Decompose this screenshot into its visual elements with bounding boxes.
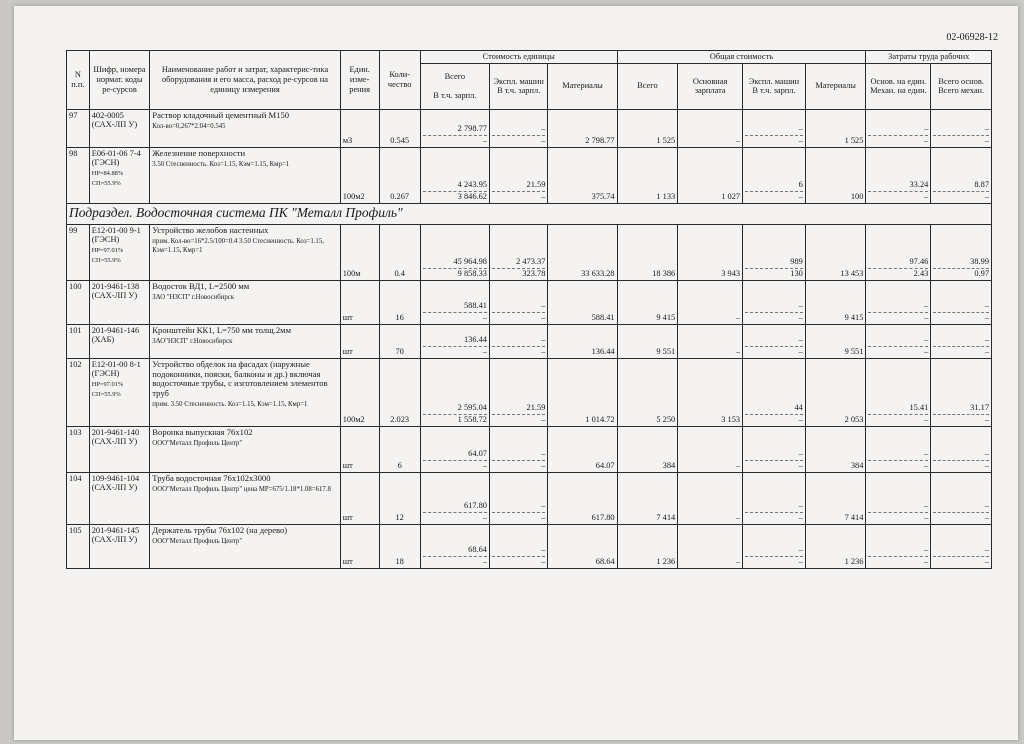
cell-n: 99 [67, 224, 90, 280]
cell-qty: 12 [379, 472, 420, 524]
cell-tc-mach: 6 – [743, 147, 806, 203]
cell-qty: 18 [379, 524, 420, 568]
cell-lab-unit: 97.46 2.43 [866, 224, 931, 280]
cell-uc-mat: 64.07 [548, 426, 617, 472]
cell-lab-total: – – [931, 472, 992, 524]
cell-n: 97 [67, 109, 90, 147]
cell-tc-wage: – [678, 324, 743, 358]
cell-uc-total: 617.80 – [420, 472, 489, 524]
cell-unit: 100м2 [340, 358, 379, 426]
table-row [67, 524, 992, 568]
table-header [67, 51, 992, 110]
cell-tc-mach: – – [743, 280, 806, 324]
cell-tc-wage: 1 027 [678, 147, 743, 203]
cell-tc-wage: – [678, 109, 743, 147]
cell-tc-total: 18 386 [617, 224, 678, 280]
cell-lab-total: 8.87 – [931, 147, 992, 203]
cell-tc-total: 9 551 [617, 324, 678, 358]
cell-uc-mach: 2 473.37 323.78 [489, 224, 547, 280]
cell-unit: шт [340, 324, 379, 358]
estimate-table [66, 50, 992, 569]
cell-code: 109-9461-104 (САХ-ЛП У) [89, 472, 150, 524]
cell-unit: шт [340, 280, 379, 324]
cell-uc-mat: 33 633.28 [548, 224, 617, 280]
cell-lab-unit: – – [866, 524, 931, 568]
cell-tc-mach: – – [743, 109, 806, 147]
cell-name: Железнение поверхности 3.50 Стесненность. Коз=1.15, Кэм=1.15, Кмр=1 [150, 147, 340, 203]
cell-unit: 100м2 [340, 147, 379, 203]
table-row [67, 280, 992, 324]
cell-lab-unit: – – [866, 324, 931, 358]
cell-uc-mat: 136.44 [548, 324, 617, 358]
table-row [67, 472, 992, 524]
cell-unit: м3 [340, 109, 379, 147]
header-tc-mach: Экспл. машин В т.ч. зарпл. [743, 63, 806, 109]
cell-tc-wage: 3 153 [678, 358, 743, 426]
table-row [67, 324, 992, 358]
cell-name: Воронка выпускная 76х102 ООО"Металл Профиль Центр" [150, 426, 340, 472]
document-number: 02-06928-12 [946, 32, 998, 43]
cell-tc-wage: – [678, 472, 743, 524]
header-name: Наименование работ и затрат, характерис-тика оборудования и его масса, расход ре-сурсов на единицу измерения [150, 51, 340, 110]
cell-lab-unit: 15.41 – [866, 358, 931, 426]
cell-tc-mat: 9 551 [805, 324, 866, 358]
cell-lab-unit: – – [866, 280, 931, 324]
cell-n: 103 [67, 426, 90, 472]
cell-n: 104 [67, 472, 90, 524]
cell-tc-total: 7 414 [617, 472, 678, 524]
table-row [67, 358, 992, 426]
cell-n: 105 [67, 524, 90, 568]
cell-qty: 2.023 [379, 358, 420, 426]
table-row [67, 109, 992, 147]
cell-tc-wage: – [678, 524, 743, 568]
header-tc-mat: Материалы [805, 63, 866, 109]
cell-lab-unit: – – [866, 109, 931, 147]
cell-n: 101 [67, 324, 90, 358]
cell-tc-total: 1 133 [617, 147, 678, 203]
cell-qty: 16 [379, 280, 420, 324]
header-uc-mach: Экспл. машин В т.ч. зарпл. [489, 63, 547, 109]
cell-uc-mat: 588.41 [548, 280, 617, 324]
cell-qty: 0.4 [379, 224, 420, 280]
cell-uc-total: 45 964.98 9 858.33 [420, 224, 489, 280]
cell-tc-mat: 13 453 [805, 224, 866, 280]
cell-code: 201-9461-140 (САХ-ЛП У) [89, 426, 150, 472]
header-tc-wage: Основная зарплата [678, 63, 743, 109]
cell-tc-total: 1 236 [617, 524, 678, 568]
cell-uc-total: 2 595.04 1 558.72 [420, 358, 489, 426]
header-total-cost: Общая стоимость [617, 51, 866, 64]
table-row [67, 147, 992, 203]
cell-lab-total: – – [931, 280, 992, 324]
cell-tc-mach: 44 – [743, 358, 806, 426]
cell-tc-mach: – – [743, 426, 806, 472]
cell-name: Устройство желобов настенных прим. Кол-во=16*2.5/100=0.4 3.50 Стесненность. Коз=1.15, Кэм=1.15, Кмр=1 [150, 224, 340, 280]
cell-uc-total: 2 798.77 – [420, 109, 489, 147]
table-body [67, 109, 992, 568]
table-row [67, 426, 992, 472]
header-labor: Затраты труда рабочих [866, 51, 992, 64]
cell-code: 201-9461-145 (САХ-ЛП У) [89, 524, 150, 568]
cell-name: Устройство обделок на фасадах (наружные подоконники, пояски, балконы и др.) включая водосточные трубы, с изготовлением элементов труб прим. 3.50 Стесненность. Коз=1.15, Кэм=1.15, Кмр=1 [150, 358, 340, 426]
header-code: Шифр, номера нормат. коды ре-сурсов [89, 51, 150, 110]
cell-uc-total: 136.44 – [420, 324, 489, 358]
cell-name: Раствор кладочный цементный М150 Кол-во=0,267*2.04=0.545 [150, 109, 340, 147]
cell-tc-total: 1 525 [617, 109, 678, 147]
cell-tc-mat: 7 414 [805, 472, 866, 524]
cell-uc-mach: – – [489, 524, 547, 568]
cell-code: 402-0005 (САХ-ЛП У) [89, 109, 150, 147]
cell-unit: шт [340, 472, 379, 524]
cell-name: Держатель трубы 76х102 (на дерево) ООО"Металл Профиль Центр" [150, 524, 340, 568]
cell-uc-mach: – – [489, 472, 547, 524]
cell-qty: 6 [379, 426, 420, 472]
cell-lab-total: 31.17 – [931, 358, 992, 426]
cell-uc-mach: 21.59 – [489, 147, 547, 203]
cell-name: Водосток ВД1, L=2500 мм ЗАО "НЗСП" г.Новосибирск [150, 280, 340, 324]
cell-name: Труба водосточная 76х102х3000 ООО"Металл Профиль Центр" цена МР=675/1.18*1.08=617.8 [150, 472, 340, 524]
cell-code: Е12-01-00 8-1 (ГЭСН) НР=97.01% СП=55.9% [89, 358, 150, 426]
cell-tc-total: 384 [617, 426, 678, 472]
header-uc-total: Всего В т.ч. зарпл. [420, 63, 489, 109]
cell-uc-mach: – – [489, 280, 547, 324]
cell-n: 98 [67, 147, 90, 203]
header-qty: Коли-чество [379, 51, 420, 110]
cell-uc-total: 4 243.95 3 846.62 [420, 147, 489, 203]
cell-tc-mat: 9 415 [805, 280, 866, 324]
header-unit: Един. изме-рения [340, 51, 379, 110]
cell-lab-unit: – – [866, 472, 931, 524]
cell-unit: 100м [340, 224, 379, 280]
cell-lab-total: – – [931, 426, 992, 472]
cell-lab-unit: 33.24 – [866, 147, 931, 203]
cell-uc-mach: – – [489, 324, 547, 358]
cell-tc-mat: 2 053 [805, 358, 866, 426]
cell-tc-mat: 100 [805, 147, 866, 203]
cell-uc-mat: 1 014.72 [548, 358, 617, 426]
cell-n: 100 [67, 280, 90, 324]
cell-lab-total: – – [931, 324, 992, 358]
cell-name: Кронштейн КК1, L=750 мм толщ.2мм ЗАО"НЗСП" г.Новосибирск [150, 324, 340, 358]
cell-uc-total: 588.41 – [420, 280, 489, 324]
cell-uc-mat: 2 798.77 [548, 109, 617, 147]
cell-tc-total: 9 415 [617, 280, 678, 324]
cell-uc-total: 68.64 – [420, 524, 489, 568]
header-unit-cost: Стоимость единицы [420, 51, 617, 64]
cell-tc-wage: – [678, 426, 743, 472]
cell-lab-total: – – [931, 524, 992, 568]
cell-unit: шт [340, 524, 379, 568]
cell-qty: 0.545 [379, 109, 420, 147]
cell-uc-mach: – – [489, 426, 547, 472]
cell-qty: 70 [379, 324, 420, 358]
header-n: N п.п. [67, 51, 90, 110]
cell-tc-wage: 3 943 [678, 224, 743, 280]
cell-uc-total: 64.07 – [420, 426, 489, 472]
cell-code: Е12-01-00 9-1 (ГЭСН) НР=97.01% СП=55.9% [89, 224, 150, 280]
cell-tc-wage: – [678, 280, 743, 324]
cell-tc-mach: – – [743, 524, 806, 568]
cell-tc-mach: 989 130 [743, 224, 806, 280]
cell-uc-mach: 21.59 – [489, 358, 547, 426]
cell-code: 201-9461-146 (ХАБ) [89, 324, 150, 358]
cell-qty: 0.267 [379, 147, 420, 203]
cell-tc-mat: 1 525 [805, 109, 866, 147]
cell-code: Е06-01-06 7-4 (ГЭСН) НР=84.88% СП=55.9% [89, 147, 150, 203]
cell-lab-total: 38.99 0.97 [931, 224, 992, 280]
cell-tc-mach: – – [743, 472, 806, 524]
cell-uc-mat: 617.80 [548, 472, 617, 524]
cell-lab-unit: – – [866, 426, 931, 472]
table-row [67, 224, 992, 280]
cell-unit: шт [340, 426, 379, 472]
section-title: Подраздел. Водосточная система ПК "Металл Профиль" [67, 203, 992, 224]
cell-uc-mach: – – [489, 109, 547, 147]
cell-uc-mat: 68.64 [548, 524, 617, 568]
header-lab-total: Всего основ. Всего механ. [931, 63, 992, 109]
header-tc-total: Всего [617, 63, 678, 109]
cell-tc-mach: – – [743, 324, 806, 358]
document-sheet [14, 6, 1018, 740]
cell-uc-mat: 375.74 [548, 147, 617, 203]
cell-tc-total: 5 250 [617, 358, 678, 426]
cell-tc-mat: 1 236 [805, 524, 866, 568]
header-lab-unit: Основ. на един. Механ. на един. [866, 63, 931, 109]
cell-code: 201-9461-138 (САХ-ЛП У) [89, 280, 150, 324]
section-row [67, 203, 992, 224]
cell-lab-total: – – [931, 109, 992, 147]
header-uc-mat: Материалы [548, 63, 617, 109]
cell-tc-mat: 384 [805, 426, 866, 472]
cell-n: 102 [67, 358, 90, 426]
